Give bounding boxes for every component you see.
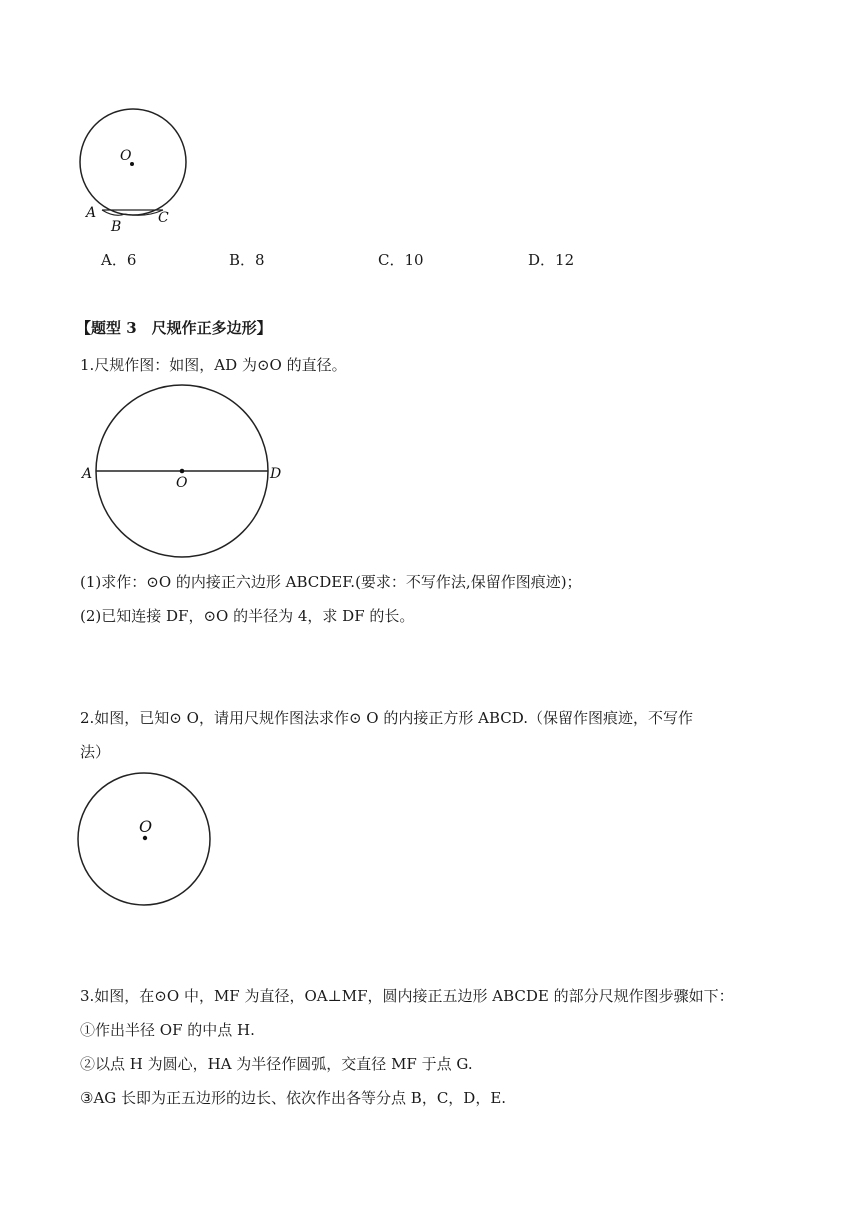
choice-c: C．10 bbox=[378, 251, 424, 269]
label-o: O bbox=[139, 817, 153, 836]
q1-part2: (2)已知连接 DF，⊙O 的半径为 4，求 DF 的长。 bbox=[80, 607, 415, 625]
label-b: B bbox=[111, 219, 122, 235]
q3-step1: ①作出半径 OF 的中点 H. bbox=[80, 1021, 255, 1039]
figure-circle-diameter-ad bbox=[78, 383, 288, 563]
choice-d: D．12 bbox=[528, 251, 575, 269]
label-o: O bbox=[176, 475, 188, 491]
q1-part1: (1)求作：⊙O 的内接正六边形 ABCDEF.(要求：不写作法,保留作图痕迹)； bbox=[80, 573, 582, 591]
choice-b: B．8 bbox=[229, 251, 265, 269]
figure-circle-o bbox=[76, 772, 216, 910]
figure-circle-abc bbox=[70, 100, 200, 240]
section-heading: 【题型 3 尺规作正多边形】 bbox=[76, 319, 272, 337]
q2-line1: 2.如图，已知⊙ O，请用尺规作图法求作⊙ O 的内接正方形 ABCD.（保留作图痕迹，不写作 bbox=[80, 709, 693, 727]
label-d: D bbox=[270, 466, 282, 482]
label-c: C bbox=[158, 210, 169, 226]
choice-a: A．6 bbox=[101, 251, 137, 269]
q1-stem: 1.尺规作图：如图，AD 为⊙O 的直径。 bbox=[80, 356, 347, 374]
label-a: A bbox=[86, 205, 97, 221]
label-o: O bbox=[120, 148, 132, 164]
q3-step2: ②以点 H 为圆心，HA 为半径作圆弧，交直径 MF 于点 G. bbox=[80, 1055, 473, 1073]
q2-line2: 法） bbox=[80, 743, 111, 761]
label-a: A bbox=[82, 466, 93, 482]
q3-stem: 3.如图，在⊙O 中，MF 为直径，OA⊥MF，圆内接正五边形 ABCDE 的部分尺规作图步骤如下： bbox=[80, 987, 734, 1005]
q3-step3: ③AG 长即为正五边形的边长、依次作出各等分点 B，C，D，E. bbox=[80, 1089, 507, 1107]
